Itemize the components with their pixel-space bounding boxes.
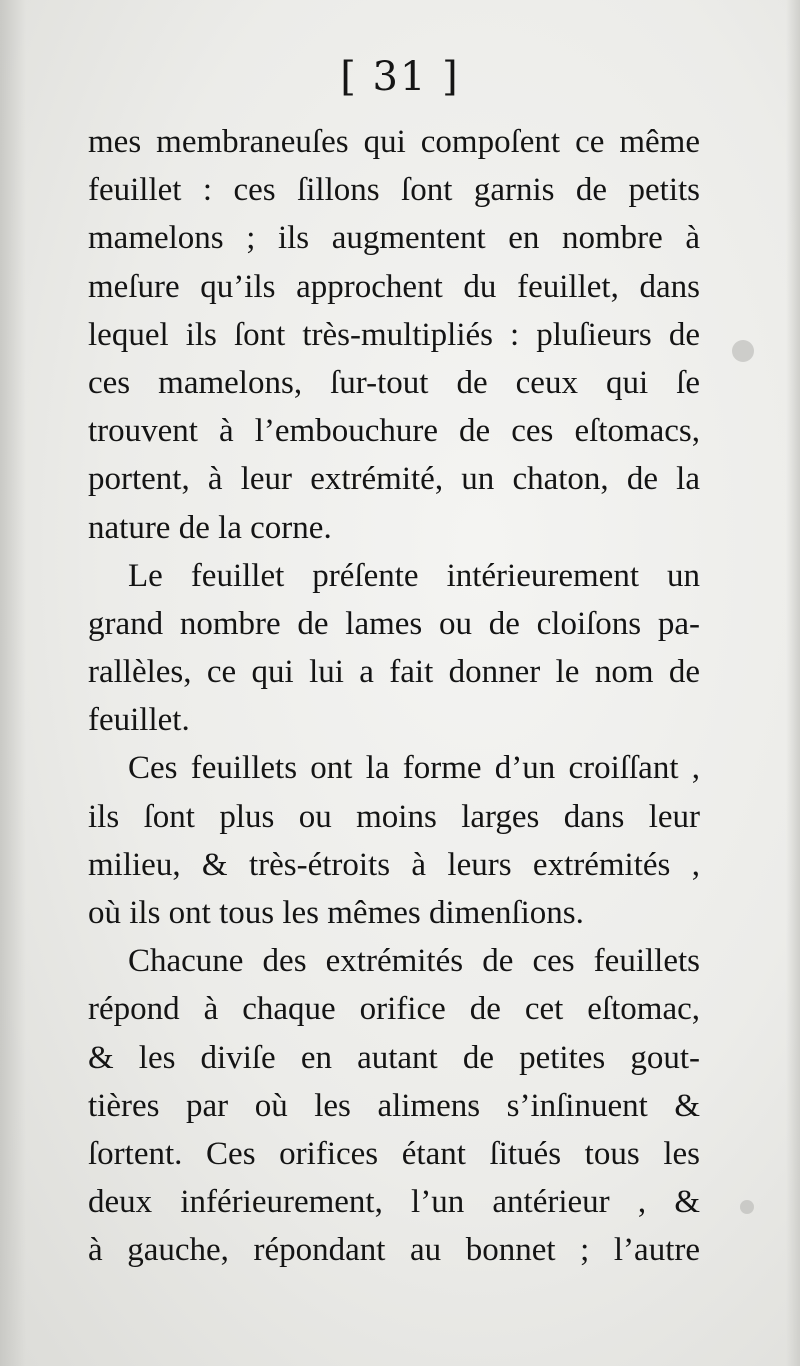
text-line: mamelons ; ils augmentent en nombre à <box>88 220 700 257</box>
text-line: portent, à leur extrémité, un chaton, de la <box>88 461 700 498</box>
text-line: grand nombre de lames ou de cloiſons pa- <box>88 605 700 642</box>
text-line: nature de la corne. <box>88 509 332 546</box>
paper-speck <box>732 340 754 362</box>
text-line: Le feuillet préſente intérieurement un <box>128 557 700 594</box>
text-line: où ils ont tous les mêmes dimenſions. <box>88 895 584 931</box>
text-line: ſortent. Ces orifices étant ſitués tous les <box>88 1135 700 1172</box>
text-line: ces mamelons, ſur-tout de ceux qui ſe <box>88 364 700 401</box>
text-line: milieu, & très-étroits à leurs extrémités , <box>88 846 700 883</box>
text-line: Chacune des extrémités de ces feuillets <box>128 943 700 980</box>
text-line: tières par où les alimens s’inſinuent & <box>88 1087 700 1124</box>
text-line: lequel ils ſont très-multipliés : pluſieurs de <box>88 316 700 353</box>
text-line: Ces feuillets ont la forme d’un croiſſant , <box>128 750 700 787</box>
text-line: rallèles, ce qui lui a fait donner le nom de <box>88 654 700 691</box>
text-line: deux inférieurement, l’un antérieur , & <box>88 1184 700 1221</box>
text-line: feuillet : ces ſillons ſont garnis de petits <box>88 172 700 209</box>
text-line: meſure qu’ils approchent du feuillet, dans <box>88 268 700 305</box>
text-line: à gauche, répondant au bonnet ; l’autre <box>88 1232 700 1269</box>
text-line: & les diviſe en autant de petites gout- <box>88 1039 700 1076</box>
body-text <box>88 118 700 1275</box>
page-number: [ 31 ] <box>340 54 460 100</box>
text-line: feuillet. <box>88 702 190 739</box>
text-line: ils ſont plus ou moins larges dans leur <box>88 798 700 835</box>
paper-speck <box>740 1200 754 1214</box>
text-line: répond à chaque orifice de cet eſtomac, <box>88 991 700 1028</box>
text-line: trouvent à l’embouchure de ces eſtomacs, <box>88 413 700 450</box>
text-line: mes membraneuſes qui compoſent ce même <box>88 124 700 160</box>
page-edge-shadow-left <box>0 0 26 1366</box>
page-edge-shadow-right <box>786 0 800 1366</box>
